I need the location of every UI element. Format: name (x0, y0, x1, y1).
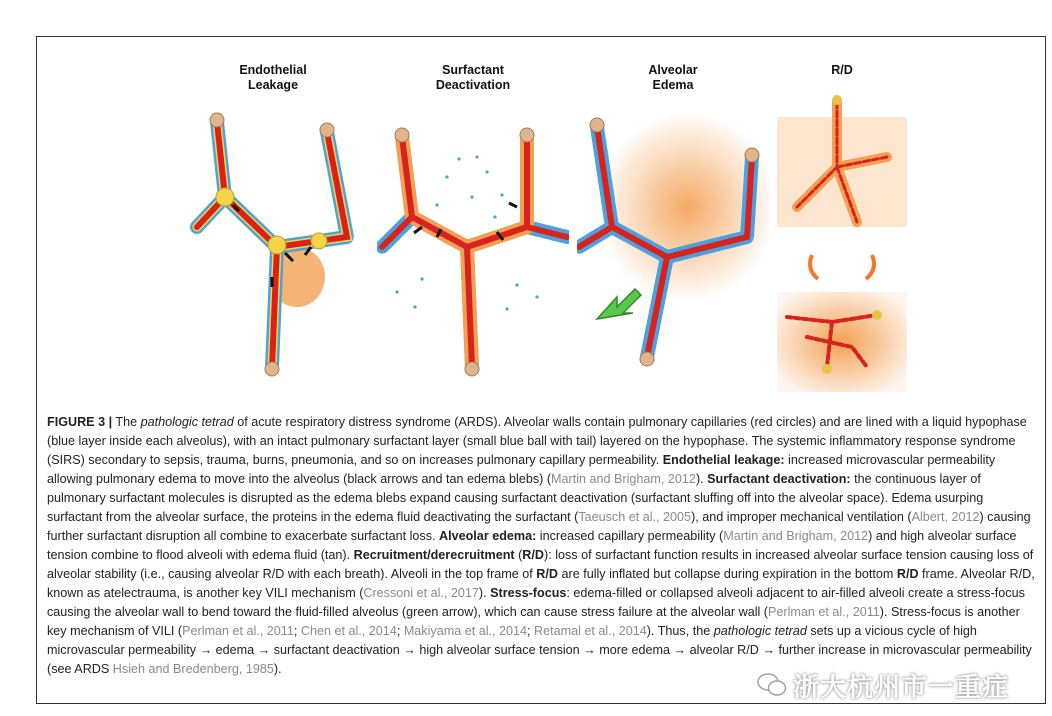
figure-frame (36, 36, 1046, 704)
citation-link[interactable]: Martin and Brigham, 2012 (723, 529, 869, 543)
caption-term: Endothelial leakage: (662, 453, 785, 467)
endothelial-leakage-illustration (177, 47, 369, 392)
wechat-icon (757, 672, 787, 698)
alveolar-edema-illustration (577, 47, 769, 392)
panel-title-line: Edema (652, 78, 694, 92)
caption-text: ), and improper mechanical ventilation ( (691, 510, 912, 524)
citation-link[interactable]: Hsieh and Bredenberg, 1985 (112, 662, 274, 676)
figure-panels (177, 47, 907, 392)
caption-text: sets up a vicious cycle of high microvascular permeability → edema → surfactant deactivation → high alveolar surface tension → more edema → alveolar R/D → further increase in microvascular permeability (see ARDS (47, 624, 1032, 676)
caption-term: R/D (522, 548, 544, 562)
caption-text: The (112, 415, 141, 429)
watermark-text: 浙大杭州市一重症 (793, 671, 1010, 702)
caption-text: ; (293, 624, 301, 638)
panel-title (777, 63, 907, 78)
caption-text: ). Stress-focus is another key mechanism of VILI ( (47, 605, 1020, 638)
caption-term: R/D (536, 567, 558, 581)
caption-term: Alveolar edema: (439, 529, 537, 543)
caption-text: ): loss of surfactant function results in increased alveolar surface tension causing loss of alveolar stability (i.e., causing alveolar R/D with each breath). Alveoli in the top frame of (47, 548, 1034, 581)
panel-alveolar-edema (577, 47, 769, 392)
caption-text: frame. Alveolar R/D, known as atelectrauma, is another key VILI mechanism ( (47, 567, 1035, 600)
citation-link[interactable]: Perlman et al., 2011 (182, 624, 294, 638)
figure-label: FIGURE 3 | (47, 415, 113, 429)
panel-title-line: Alveolar (648, 63, 698, 77)
panel-title (177, 63, 369, 93)
panel-title-line: Surfactant (442, 63, 504, 77)
caption-text: ). (478, 586, 491, 600)
caption-text: ). (273, 662, 282, 676)
watermark (757, 665, 1052, 705)
panel-title-line: R/D (831, 63, 853, 77)
caption-text: ). Thus, the (646, 624, 714, 638)
panel-title (377, 63, 569, 93)
panel-title-line: Endothelial (239, 63, 307, 77)
panel-endothelial-leakage (177, 47, 369, 392)
caption-term: Surfactant deactivation: (707, 472, 851, 486)
panel-title-line: Deactivation (435, 78, 511, 92)
caption-text: of acute respiratory distress syndrome (ARDS). Alveolar walls contain pulmonary capillaries (red circles) and are lined with a liquid hypophase (blue layer inside each alveolus), with an intact pulmonary surfactant layer (small blue ball with tail) layered on the hypophase. The systemic inflammatory response syndrome (SIRS) secondary to sepsis, trauma, burns, pneumonia, and so on increases pulmonary capillary permeability. (47, 415, 1027, 467)
panel-rd (777, 47, 907, 392)
panel-title (577, 63, 769, 93)
figure-caption (47, 413, 1037, 679)
caption-italic: pathologic tetrad (140, 415, 234, 429)
surfactant-deactivation-illustration (377, 47, 569, 392)
caption-term: Stress-focus (490, 586, 567, 600)
caption-text: are fully inflated but collapse during expiration in the bottom (558, 567, 897, 581)
panel-surfactant-deactivation (377, 47, 569, 392)
caption-text: ; (396, 624, 404, 638)
caption-text: ) and high alveolar surface tension combine to flood alveoli with edema fluid (tan). (47, 529, 1017, 562)
citation-link[interactable]: Taeusch et al., 2005 (578, 510, 692, 524)
panel-title-line: Leakage (247, 78, 299, 92)
citation-link[interactable]: Chen et al., 2014 (300, 624, 397, 638)
citation-link[interactable]: Retamal et al., 2014 (534, 624, 647, 638)
caption-text: ; (527, 624, 535, 638)
citation-link[interactable]: Perlman et al., 2011 (768, 605, 880, 619)
caption-term: R/D (896, 567, 919, 581)
caption-text: increased microvascular permeability allowing pulmonary edema to move into the alveolus (black arrows and tan edema blebs) ( (47, 453, 996, 486)
citation-link[interactable]: Cressoni et al., 2017 (363, 586, 479, 600)
citation-link[interactable]: Albert, 2012 (911, 510, 980, 524)
caption-italic: pathologic tetrad (713, 624, 807, 638)
caption-text: the continuous layer of pulmonary surfactant molecules is disrupted as the edema blebs expand causing surfactant deactivation (surfactant sluffing off into the alveolar space). Edema usurping surfactant from the alveolar surface, the proteins in the edema fluid deactivating the surfactant ( (47, 472, 984, 524)
caption-text: ( (514, 548, 523, 562)
caption-text: increased capillary permeability ( (536, 529, 724, 543)
caption-text: ) causing further surfactant disruption all combine to exacerbate surfactant loss. (47, 510, 1031, 543)
caption-text: : edema-filled or collapsed alveoli adjacent to air-filled alveoli create a stress-focus causing the alveolar wall to bend toward the fluid-filled alveolus (green arrow), which can cause stress failure at the alveolar wall ( (47, 586, 1025, 619)
citation-link[interactable]: Makiyama et al., 2014 (403, 624, 528, 638)
citation-link[interactable]: Martin and Brigham, 2012 (551, 472, 696, 486)
caption-term: Recruitment/derecruitment (353, 548, 515, 562)
caption-text: ). (695, 472, 708, 486)
rd-illustration (777, 47, 907, 392)
